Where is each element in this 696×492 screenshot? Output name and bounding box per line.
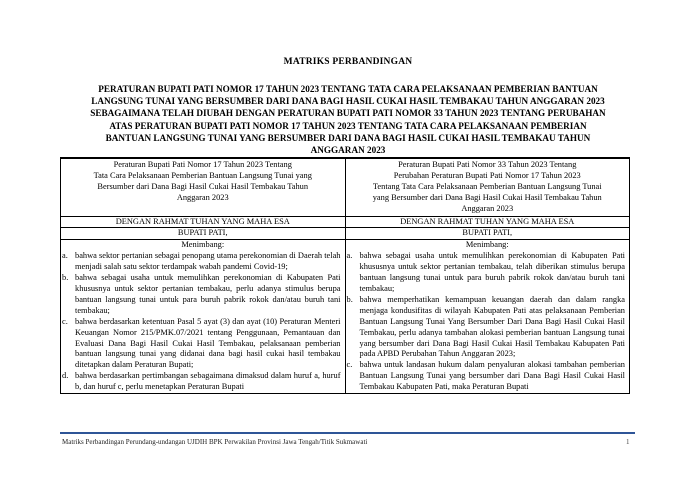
list-item: [61, 251, 345, 273]
heading-line: Anggaran 2023: [461, 203, 514, 213]
left-bupati: BUPATI PATI,: [61, 228, 346, 240]
item-letter: d.: [62, 371, 69, 381]
subtitle-line: ANGGARAN 2023: [310, 145, 386, 156]
document-title: MATRIKS PERBANDINGAN: [283, 57, 413, 67]
list-item: [346, 251, 630, 295]
list-item: [346, 360, 630, 393]
item-letter: a.: [62, 251, 68, 261]
right-rahmat: DENGAN RAHMAT TUHAN YANG MAHA ESA: [345, 216, 630, 228]
subtitle-line: BANTUAN LANGSUNG TUNAI YANG BERSUMBER DARI DANA BAGI HASIL CUKAI HASIL TEMBAKAU TAHUN: [105, 132, 591, 143]
heading-line: Peraturan Bupati Pati Nomor 33 Tahun 2023 Tentang: [398, 160, 577, 169]
table-row: [61, 240, 630, 394]
list-item: [61, 273, 345, 317]
menimbang-label: Menimbang:: [181, 240, 225, 250]
list-item: [61, 371, 345, 393]
item-letter: b.: [346, 294, 353, 304]
item-text: bahwa untuk landasan hukum dalam penyaluran alokasi tambahan pemberian Bantuan Langsung Tunai yang bersumber dari Dana Bagi Hasil Cukai Hasil Tembakau Kabupaten Pati, maka Peraturan Bupati: [359, 360, 625, 392]
left-rahmat: DENGAN RAHMAT TUHAN YANG MAHA ESA: [61, 216, 346, 228]
heading-line: Anggaran 2023: [176, 192, 229, 202]
menimbang-label: Menimbang:: [465, 240, 509, 250]
heading-line: Perubahan Peraturan Bupati Pati Nomor 17 Tahun 2023: [393, 170, 581, 180]
right-considerations: [345, 240, 630, 394]
item-letter: a.: [346, 251, 353, 261]
item-text: bahwa sebagai usaha untuk memulihkan perekonomian di Kabupaten Pati khususnya untuk sektor pertanian tembakau, perlu adanya stimulus berupa bantuan langsung tunai untuk para buruh pabrik rokok dan/atau buruh tani tembakau;: [75, 273, 341, 315]
right-column-heading: [345, 158, 630, 216]
subtitle-line: LANGSUNG TUNAI YANG BERSUMBER DARI DANA BAGI HASIL CUKAI HASIL TEMBAKAU TAHUN ANGGARAN 2023: [91, 96, 605, 107]
item-text: bahwa sebagai usaha untuk memulihkan perekonomian di Kabupaten Pati khususnya untuk sektor pertanian tembakau, telah diberikan stimulus berupa bantuan langsung tunai untuk para buruh pabrik rokok dan/atau buruh tani tembakau;: [359, 251, 625, 293]
item-letter: c.: [346, 360, 353, 370]
item-letter: b.: [62, 273, 69, 283]
heading-line: Tata Cara Pelaksanaan Pemberian Bantuan Langsung Tunai yang: [93, 170, 312, 180]
item-text: bahwa memperhatikan kemampuan keuangan daerah dan dalam rangka menjaga kondusifitas di wilayah Kabupaten Pati atas pelaksanaan Pemberian Bantuan Langsung Tunai Yang Bersumber Dari Dana Bagi Hasil Cukai Hasil Tembakau, perlu adanya tambahan alokasi pemberian bantuan Langsung tunai yang bersumber dari Dana Bagi Hasil Cukai Hasil Tembakau Kabupaten Pati pada APBD Perubahan Tahun Anggaran 2023;: [359, 294, 625, 359]
document-subtitle: [64, 83, 632, 156]
item-letter: c.: [62, 316, 68, 326]
heading-line: Bersumber dari Dana Bagi Hasil Cukai Hasil Tembakau Tahun: [97, 181, 309, 191]
comparison-table: [60, 157, 630, 394]
table-header-row: [61, 158, 630, 216]
page-number: 1: [626, 438, 630, 446]
item-text: bahwa berdasarkan ketentuan Pasal 5 ayat (3) dan ayat (10) Peraturan Menteri Keuangan Nomor 215/PMK.07/2021 tentang Penggunaan, Pemantauan dan Evaluasi Dana Bagi Hasil Cukai Hasil Tembakau, pelaksanaan pemberian bantuan langsung tunai yang didanai dana bagi hasil cukai hasil tembakau ditetapkan dalam Peraturan Bupati;: [75, 316, 341, 370]
subtitle-line: ATAS PERATURAN BUPATI PATI NOMOR 17 TAHUN 2023 TENTANG TATA CARA PELAKSANAAN PEMBERIAN: [109, 120, 587, 131]
footer-text: Matriks Perbandingan Perundang-undangan UJDIH BPK Perwakilan Provinsi Jawa Tengah/Titik Sukmawati: [62, 438, 368, 446]
heading-line: Peraturan Bupati Pati Nomor 17 Tahun 2023 Tentang: [113, 160, 292, 169]
subtitle-line: SEBAGAIMANA TELAH DIUBAH DENGAN PERATURAN BUPATI PATI NOMOR 33 TAHUN 2023 TENTANG PERUBAHAN: [90, 108, 606, 119]
table-row: [61, 228, 630, 240]
list-item: [61, 317, 345, 372]
heading-line: yang Bersumber dari Dana Bagi Hasil Cukai Hasil Tembakau Tahun: [372, 192, 602, 202]
heading-line: Tentang Tata Cara Pelaksanaan Pemberian Bantuan Langsung Tunai: [372, 181, 602, 191]
left-considerations: [61, 240, 346, 394]
item-text: bahwa sektor pertanian sebagai penopang utama perekonomian di Daerah telah menjadi salah satu sektor terdampak wabah pandemi Covid-19;: [75, 251, 341, 272]
left-column-heading: [61, 158, 346, 216]
item-text: bahwa berdasarkan pertimbangan sebagaimana dimaksud dalam huruf a, huruf b, dan huruf c, perlu menetapkan Peraturan Bupati: [75, 371, 341, 392]
right-bupati: BUPATI PATI,: [345, 228, 630, 240]
list-item: [346, 295, 630, 360]
subtitle-line: PERATURAN BUPATI PATI NOMOR 17 TAHUN 2023 TENTANG TATA CARA PELAKSANAAN PEMBERIAN BANTUAN: [98, 84, 598, 94]
table-row: [61, 216, 630, 228]
footer-divider: [60, 432, 635, 434]
